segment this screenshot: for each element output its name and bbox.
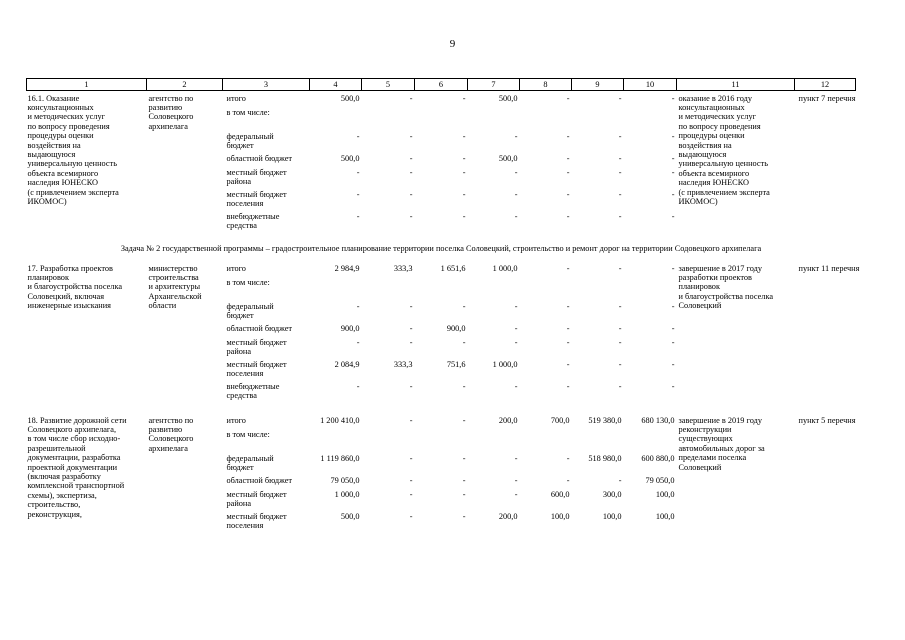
amount-cell: - [356, 189, 360, 199]
amount-cell: 600,0 [550, 489, 570, 499]
amount-cell: - [409, 189, 413, 199]
column-number-3: 3 [223, 79, 310, 91]
amount-cell: - [566, 263, 570, 273]
amount-cell: - [671, 381, 675, 391]
amount-cell: - [409, 489, 413, 499]
funding-source: внебюджетные средства [226, 211, 280, 230]
column-number-7: 7 [468, 79, 520, 91]
table-row [27, 416, 856, 430]
amount-cell [415, 278, 468, 302]
amount-cell: - [514, 131, 518, 141]
amount-cell: - [671, 301, 675, 311]
column-number-1: 1 [27, 79, 147, 91]
amount-cell: 1 200 410,0 [320, 415, 360, 425]
amount-cell: - [514, 453, 518, 463]
funding-source: федеральный бюджет [226, 453, 274, 472]
amount-cell [415, 430, 468, 454]
amount-cell: - [356, 211, 360, 221]
amount-cell: - [566, 323, 570, 333]
amount-cell: 100,0 [602, 511, 622, 521]
amount-cell: 600 880,0 [641, 453, 675, 463]
amount-cell: - [462, 211, 466, 221]
amount-cell: - [462, 93, 466, 103]
funding-source: местный бюджет района [226, 337, 287, 356]
executor: агентство по развитию Соловецкого архипелага [148, 93, 194, 131]
funding-source: областной бюджет [226, 323, 293, 333]
amount-cell: - [356, 301, 360, 311]
amount-cell: - [462, 381, 466, 391]
table-header-row [27, 79, 856, 91]
amount-cell: 2 984,9 [334, 263, 360, 273]
table-row [27, 94, 856, 108]
amount-cell: 333,3 [393, 263, 413, 273]
column-number-4: 4 [310, 79, 362, 91]
amount-cell: - [671, 211, 675, 221]
funding-source: местный бюджет района [226, 489, 287, 508]
amount-cell: - [356, 131, 360, 141]
amount-cell: - [671, 189, 675, 199]
amount-cell: 500,0 [498, 153, 518, 163]
amount-cell: 900,0 [340, 323, 360, 333]
amount-cell: 200,0 [498, 415, 518, 425]
amount-cell: - [514, 489, 518, 499]
list-reference: пункт 5 перечня [798, 415, 856, 425]
column-number-5: 5 [362, 79, 415, 91]
amount-cell: - [566, 131, 570, 141]
measure-name: 16.1. Оказание консультационных и методических услуг по вопросу проведения процедуры оценки воздействия на выдающуюся универсальную ценность объекта всемирного наследия ЮНЕСКО (с привлечением эксперта ИКОМОС) [27, 93, 119, 206]
amount-cell: - [618, 323, 622, 333]
amount-cell: 500,0 [340, 153, 360, 163]
amount-cell: - [566, 167, 570, 177]
column-number-11: 11 [677, 79, 795, 91]
amount-cell: 680 130,0 [641, 415, 675, 425]
column-number-9: 9 [572, 79, 624, 91]
amount-cell: - [671, 359, 675, 369]
amount-cell: - [618, 381, 622, 391]
amount-cell: 79 050,0 [330, 475, 360, 485]
amount-cell: - [462, 415, 466, 425]
amount-cell: - [409, 93, 413, 103]
amount-cell: 79 050,0 [645, 475, 675, 485]
amount-cell: - [566, 189, 570, 199]
table-row [27, 264, 856, 278]
amount-cell: - [462, 167, 466, 177]
amount-cell [310, 430, 362, 454]
amount-cell: - [462, 475, 466, 485]
amount-cell: 500,0 [498, 93, 518, 103]
amount-cell: - [409, 153, 413, 163]
amount-cell: - [462, 337, 466, 347]
amount-cell: - [671, 323, 675, 333]
spacer [27, 404, 856, 416]
amount-cell: 100,0 [550, 511, 570, 521]
amount-cell [415, 108, 468, 132]
amount-cell: - [566, 475, 570, 485]
funding-source: федеральный бюджет [226, 131, 274, 150]
amount-cell: - [409, 511, 413, 521]
amount-cell: - [514, 323, 518, 333]
amount-cell [624, 278, 677, 302]
amount-cell: - [409, 381, 413, 391]
amount-cell: - [566, 337, 570, 347]
amount-cell: - [671, 167, 675, 177]
amount-cell [468, 430, 520, 454]
amount-cell: 700,0 [550, 415, 570, 425]
amount-cell: - [514, 475, 518, 485]
amount-cell: - [618, 475, 622, 485]
amount-cell: - [618, 189, 622, 199]
funding-source: внебюджетные средства [226, 381, 280, 400]
amount-cell: - [671, 131, 675, 141]
amount-cell: 500,0 [340, 93, 360, 103]
amount-cell: - [462, 153, 466, 163]
amount-cell: - [566, 453, 570, 463]
measure-name: 18. Развитие дорожной сети Соловецкого архипелага, в том числе сбор исходно- разрешительной документации, разработка проектной документации (включая разработку комплексной транспортной схемы), экспертиза, строительство, реконструкция, [27, 415, 127, 519]
amount-cell: - [618, 359, 622, 369]
amount-cell: - [409, 475, 413, 485]
funding-source: областной бюджет [226, 153, 293, 163]
amount-cell [310, 108, 362, 132]
amount-cell: - [671, 263, 675, 273]
funding-source: местный бюджет поселения [226, 189, 287, 208]
amount-cell: 519 380,0 [588, 415, 622, 425]
amount-cell: - [618, 93, 622, 103]
column-number-10: 10 [624, 79, 677, 91]
amount-cell [572, 108, 624, 132]
amount-cell: - [514, 167, 518, 177]
amount-cell [362, 278, 415, 302]
amount-cell: - [618, 131, 622, 141]
amount-cell: 1 000,0 [492, 263, 518, 273]
task-heading: Задача № 2 государственной программы – градостроительное планирование территории поселка Соловецкий, строительство и ремонт дорог на территории Содовецкого архипелага [120, 243, 762, 253]
funding-source: итого [226, 263, 246, 273]
column-number-8: 8 [520, 79, 572, 91]
amount-cell: 1 000,0 [492, 359, 518, 369]
task-row [27, 234, 856, 264]
amount-cell: - [409, 337, 413, 347]
amount-cell: - [671, 93, 675, 103]
executor: агентство по развитию Соловецкого архипелага [148, 415, 194, 453]
amount-cell [520, 278, 572, 302]
amount-cell [362, 430, 415, 454]
amount-cell [624, 108, 677, 132]
amount-cell: - [618, 263, 622, 273]
amount-cell: 1 119 860,0 [320, 453, 360, 463]
amount-cell [468, 108, 520, 132]
amount-cell: - [462, 453, 466, 463]
expected-result: завершение в 2017 году разработки проектов планировок и благоустройства поселка Соловецкий [678, 263, 774, 311]
amount-cell [310, 278, 362, 302]
amount-cell: - [566, 381, 570, 391]
amount-cell: - [671, 337, 675, 347]
funding-source: областной бюджет [226, 475, 293, 485]
executor: министерство строительства и архитектуры Архангельской области [148, 263, 202, 311]
amount-cell: 100,0 [655, 489, 675, 499]
amount-cell: - [514, 337, 518, 347]
amount-cell: - [409, 453, 413, 463]
amount-cell: 300,0 [602, 489, 622, 499]
amount-cell: - [356, 337, 360, 347]
amount-cell: 518 980,0 [588, 453, 622, 463]
amount-cell: - [566, 211, 570, 221]
amount-cell: - [514, 189, 518, 199]
amount-cell: - [409, 323, 413, 333]
funding-source: в том числе: [226, 429, 270, 439]
amount-cell: - [409, 301, 413, 311]
amount-cell: - [514, 381, 518, 391]
column-number-2: 2 [147, 79, 223, 91]
amount-cell: - [409, 131, 413, 141]
program-table [26, 78, 860, 534]
funding-source: в том числе: [226, 277, 270, 287]
funding-source: местный бюджет поселения [226, 359, 287, 378]
funding-source: федеральный бюджет [226, 301, 274, 320]
amount-cell [520, 108, 572, 132]
column-number-12: 12 [795, 79, 856, 91]
amount-cell: - [409, 211, 413, 221]
amount-cell: - [356, 167, 360, 177]
amount-cell: - [462, 189, 466, 199]
amount-cell: 333,3 [393, 359, 413, 369]
amount-cell: - [356, 381, 360, 391]
amount-cell [520, 430, 572, 454]
amount-cell [624, 430, 677, 454]
amount-cell: 751,6 [446, 359, 466, 369]
measure-name: 17. Разработка проектов планировок и благоустройства поселка Соловецкий, включая инженерные изыскания [27, 263, 123, 311]
amount-cell: - [462, 489, 466, 499]
funding-source: итого [226, 93, 246, 103]
amount-cell: - [618, 167, 622, 177]
amount-cell: 1 000,0 [334, 489, 360, 499]
funding-source: местный бюджет района [226, 167, 287, 186]
column-number-6: 6 [415, 79, 468, 91]
amount-cell [572, 278, 624, 302]
amount-cell: - [514, 301, 518, 311]
amount-cell: - [618, 301, 622, 311]
amount-cell: - [462, 511, 466, 521]
amount-cell: 900,0 [446, 323, 466, 333]
amount-cell: - [514, 211, 518, 221]
amount-cell: - [566, 301, 570, 311]
page-number: 9 [449, 38, 456, 50]
amount-cell: 500,0 [340, 511, 360, 521]
amount-cell: - [462, 131, 466, 141]
amount-cell: - [618, 211, 622, 221]
amount-cell: 200,0 [498, 511, 518, 521]
expected-result: оказание в 2016 году консультационных и методических услуг по вопросу проведения процедуры оценки воздействия на выдающуюся универсальную ценность объекта всемирного наследия ЮНЕСКО (с привлечением эксперта ИКОМОС) [678, 93, 770, 206]
amount-cell: - [566, 93, 570, 103]
amount-cell: 2 084,9 [334, 359, 360, 369]
amount-cell: 1 651,6 [440, 263, 466, 273]
amount-cell: - [618, 337, 622, 347]
amount-cell [362, 108, 415, 132]
funding-source: итого [226, 415, 246, 425]
list-reference: пункт 11 перечня [798, 263, 860, 273]
funding-source: в том числе: [226, 107, 270, 117]
amount-cell: - [618, 153, 622, 163]
amount-cell: - [462, 301, 466, 311]
amount-cell: - [409, 167, 413, 177]
funding-source: местный бюджет поселения [226, 511, 287, 530]
amount-cell: - [671, 153, 675, 163]
expected-result: завершение в 2019 году реконструкции существующих автомобильных дорог за пределами поселка Соловецкий [678, 415, 765, 472]
amount-cell [572, 430, 624, 454]
amount-cell: 100,0 [655, 511, 675, 521]
amount-cell: - [566, 153, 570, 163]
list-reference: пункт 7 перечня [798, 93, 856, 103]
amount-cell: - [566, 359, 570, 369]
amount-cell: - [409, 415, 413, 425]
amount-cell [468, 278, 520, 302]
